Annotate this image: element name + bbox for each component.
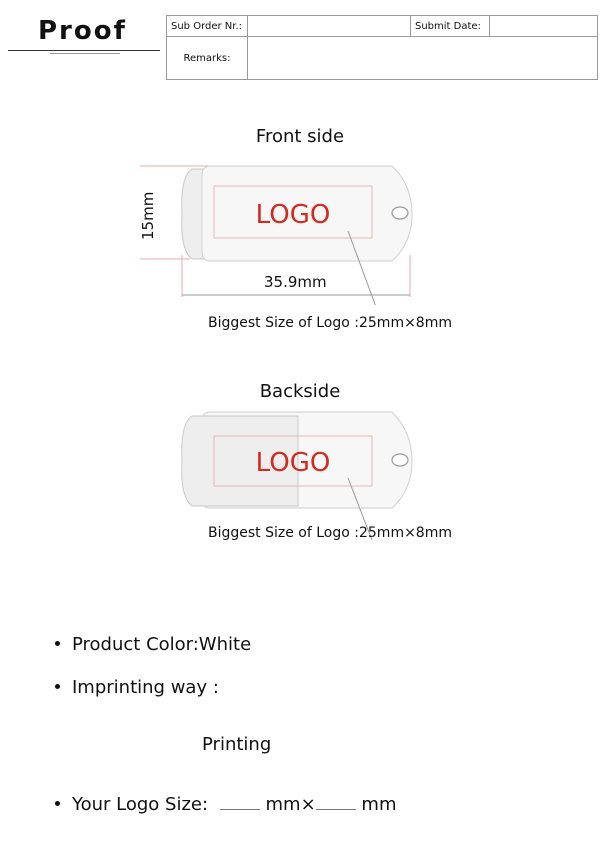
front-side-title: Front side — [255, 126, 345, 147]
proof-title: Proof — [38, 16, 127, 46]
title-underline-accent — [50, 53, 120, 54]
imprinting-way-row — [55, 677, 219, 698]
remarks-field[interactable] — [248, 37, 598, 80]
width-dimension-label: 35.9mm — [264, 273, 327, 291]
back-logo-text: LOGO — [255, 448, 331, 478]
mm-times-text: mm× — [265, 794, 316, 815]
remarks-label: Remarks: — [167, 37, 248, 80]
front-logo-size-caption: Biggest Size of Logo :25mm×8mm — [208, 315, 452, 331]
title-underline — [8, 50, 160, 51]
back-logo-size-caption: Biggest Size of Logo :25mm×8mm — [208, 525, 452, 541]
logo-height-field[interactable] — [316, 795, 356, 810]
bullet — [55, 641, 60, 646]
front-logo-text: LOGO — [255, 200, 331, 230]
backside-title: Backside — [259, 381, 341, 402]
printing-method: Printing — [202, 734, 272, 755]
back-usb-drawing — [130, 400, 430, 540]
product-color-text: Product Color:White — [72, 634, 252, 655]
product-color-row — [55, 634, 251, 655]
sub-order-field[interactable] — [248, 16, 411, 37]
height-dimension-label: 15mm — [139, 191, 157, 240]
bullet — [55, 801, 60, 806]
sub-order-label: Sub Order Nr.: — [167, 16, 248, 37]
keyring-hole-back — [392, 454, 408, 466]
bullet — [55, 684, 60, 689]
logo-size-label: Your Logo Size: — [72, 794, 209, 815]
mm-text: mm — [361, 794, 397, 815]
order-info-table — [166, 15, 598, 80]
submit-date-field[interactable] — [490, 16, 598, 37]
logo-size-row — [55, 794, 396, 815]
keyring-hole — [392, 207, 408, 219]
logo-width-field[interactable] — [220, 795, 260, 810]
imprinting-way-text: Imprinting way : — [72, 677, 219, 698]
submit-date-label: Submit Date: — [411, 16, 490, 37]
